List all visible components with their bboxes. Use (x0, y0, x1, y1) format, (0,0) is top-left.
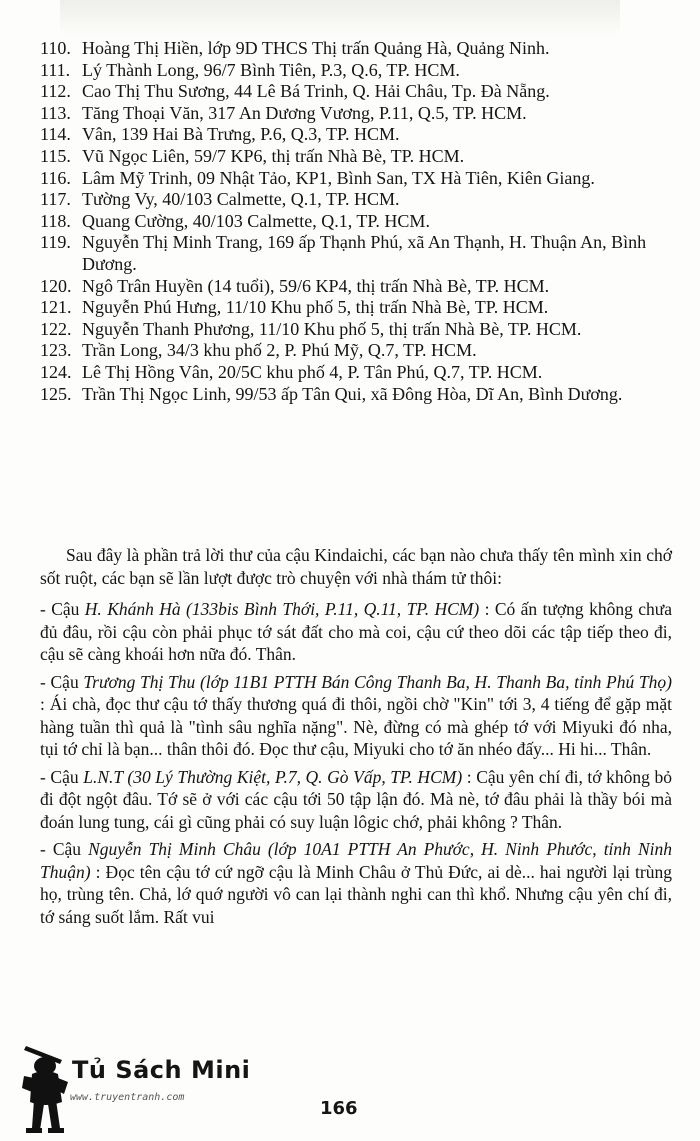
item-text: Hoàng Thị Hiền, lớp 9D THCS Thị trấn Quảng Hà, Quảng Ninh. (82, 38, 550, 58)
list-item (40, 146, 670, 168)
reader-name: Nguyễn Thị Minh Châu (lớp 10A1 PTTH An Phước, H. Ninh Phước, tỉnh Ninh Thuận) (40, 839, 672, 882)
reply-body: : Cậu yên chí đi, tớ không bỏ đi đột ngột đâu. Tớ sẽ ở với các cậu tới 50 tập lận đó. Mà nè, tớ đâu phải là thầy bói mà đoán lung tung, cái gì cũng phải có suy luận lôgic chớ, phải không ? Thân. (40, 766, 672, 832)
list-item (40, 103, 670, 125)
item-number: 114. (40, 124, 71, 145)
item-number: 125. (40, 383, 72, 404)
item-number: 116. (40, 167, 71, 188)
item-text: Ngô Trân Huyền (14 tuổi), 59/6 KP4, thị trấn Nhà Bè, TP. HCM. (82, 275, 550, 296)
detective-silhouette-icon (18, 1040, 70, 1136)
reply-lead: - Cậu (40, 766, 84, 787)
list-item (40, 232, 670, 275)
list-item (40, 340, 670, 362)
letter-reply (40, 766, 672, 834)
letter-reply (40, 598, 672, 666)
item-text: Vân, 139 Hai Bà Trưng, P.6, Q.3, TP. HCM. (82, 124, 400, 145)
reply-lead: - Cậu (40, 599, 85, 619)
item-text: Quang Cường, 40/103 Calmette, Q.1, TP. HCM. (82, 210, 430, 231)
list-item (40, 168, 670, 190)
item-text: Cao Thị Thu Sương, 44 Lê Bá Trinh, Q. Hải Châu, Tp. Đà Nẵng. (82, 81, 550, 102)
reply-lead: - Cậu (40, 671, 84, 692)
list-item (40, 276, 670, 298)
item-number: 123. (40, 340, 72, 361)
item-text: Tường Vy, 40/103 Calmette, Q.1, TP. HCM. (82, 189, 400, 210)
item-number: 110. (40, 38, 71, 58)
reply-body: : Ái chà, đọc thư cậu tớ thấy thương quá đi thôi, ngồi chờ "Kin" tới 3, 4 tiếng để gặp mặt hàng tuần thì quả là "tình sâu nghĩa nặng". Nè, đừng có mà ghép tớ với Miyuki đó nha, tụi tớ chỉ là bạn... thân thôi đó. Đọc thư cậu, Miyuki cho tớ ăn nhéo đấy... Hi hi... Thân. (40, 694, 672, 759)
letters-section (40, 544, 672, 933)
list-item (40, 362, 670, 384)
list-item (40, 60, 670, 82)
item-number: 115. (40, 145, 71, 166)
list-item (40, 211, 670, 233)
reader-name: L.N.T (30 Lý Thường Kiệt, P.7, Q. Gò Vấp, TP. HCM) (83, 766, 463, 787)
letter-reply (40, 671, 672, 761)
scan-smudge (60, 0, 620, 36)
intro-paragraph: Sau đây là phần trả lời thư của cậu Kindaichi, các bạn nào chưa thấy tên mình xin chớ sốt ruột, các bạn sẽ lần lượt được trò chuyện với nhà thám tử thôi: (40, 545, 672, 588)
item-text: Lê Thị Hồng Vân, 20/5C khu phố 4, P. Tân Phú, Q.7, TP. HCM. (82, 361, 543, 382)
list-item (40, 38, 670, 60)
item-text: Trần Thị Ngọc Linh, 99/53 ấp Tân Qui, xã Đông Hòa, Dĩ An, Bình Dương. (82, 383, 623, 404)
item-number: 119. (40, 232, 71, 253)
reply-body: : Đọc tên cậu tớ cứ ngỡ cậu là Minh Châu ở Thủ Đức, ai dè... hai người lại trùng họ, trùng tên. Chả, lớ quớ người vô can lại thành nghi can thì khổ. Nhưng cậu yên chí đi, tớ sáng suốt lắm. Rất vui (40, 861, 672, 927)
list-item (40, 81, 670, 103)
reply-lead: - Cậu (40, 839, 89, 859)
list-item (40, 319, 670, 341)
page-number: 166 (320, 1098, 358, 1119)
reader-list (40, 38, 670, 405)
list-item (40, 124, 670, 146)
item-number: 124. (40, 361, 72, 382)
item-text: Trần Long, 34/3 khu phố 2, P. Phú Mỹ, Q.7, TP. HCM. (82, 340, 477, 361)
item-text: Lý Thành Long, 96/7 Bình Tiên, P.3, Q.6, TP. HCM. (82, 59, 460, 80)
item-number: 112. (40, 81, 71, 102)
item-number: 118. (40, 210, 71, 231)
item-number: 120. (40, 275, 72, 296)
reply-body: : Có ấn tượng không chưa đủ đâu, rồi cậu còn phải phục tớ sát đất cho mà coi, cậu cứ theo dõi các tập tiếp theo đi, cậu sẽ càng khoái hơn nữa đó. Thân. (40, 599, 672, 664)
page-footer (0, 1040, 700, 1141)
list-item (40, 189, 670, 211)
item-text: Nguyễn Thị Minh Trang, 169 ấp Thạnh Phú, xã An Thạnh, H. Thuận An, Bình Dương. (82, 232, 647, 274)
series-brand: Tủ Sách Mini (72, 1056, 251, 1084)
website-url: www.truyentranh.com (70, 1092, 185, 1103)
item-text: Tăng Thoại Văn, 317 An Dương Vương, P.11, Q.5, TP. HCM. (82, 102, 527, 123)
letter-reply (40, 838, 672, 928)
item-text: Vũ Ngọc Liên, 59/7 KP6, thị trấn Nhà Bè, TP. HCM. (82, 145, 465, 166)
item-text: Nguyễn Thanh Phương, 11/10 Khu phố 5, thị trấn Nhà Bè, TP. HCM. (82, 318, 582, 339)
item-number: 122. (40, 318, 72, 339)
list-item (40, 297, 670, 319)
reader-name: H. Khánh Hà (133bis Bình Thới, P.11, Q.11, TP. HCM) (84, 599, 480, 619)
list-item (40, 384, 670, 406)
item-number: 117. (40, 189, 71, 210)
reader-name: Trương Thị Thu (lớp 11B1 PTTH Bán Công Thanh Ba, H. Thanh Ba, tỉnh Phú Thọ) (83, 671, 672, 692)
item-number: 113. (40, 102, 71, 123)
letter-replies (40, 598, 672, 928)
item-text: Nguyễn Phú Hưng, 11/10 Khu phố 5, thị trấn Nhà Bè, TP. HCM. (82, 297, 549, 318)
item-number: 121. (40, 297, 72, 318)
item-number: 111. (40, 59, 71, 80)
item-text: Lâm Mỹ Trinh, 09 Nhật Tảo, KP1, Bình San, TX Hà Tiên, Kiên Giang. (82, 167, 595, 188)
